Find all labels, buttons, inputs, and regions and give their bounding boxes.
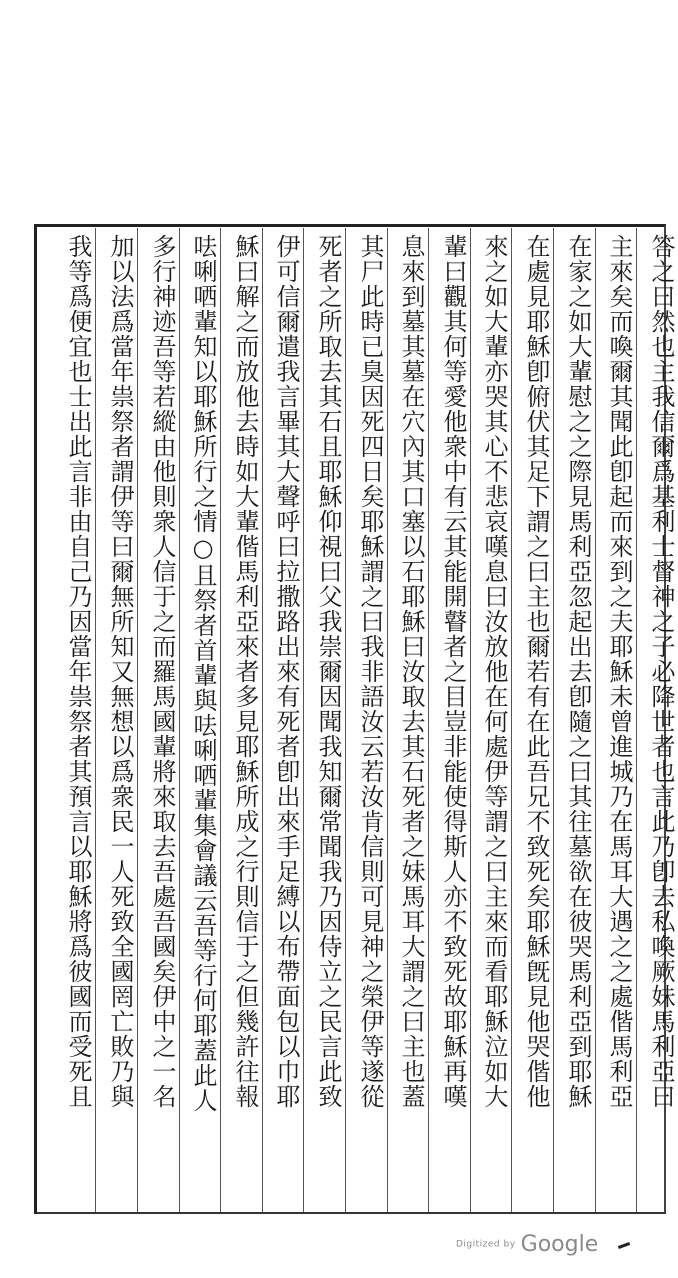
- column-rule: [511, 228, 512, 1212]
- text-column-4: 在處見耶穌卽俯伏其足下謂之曰主也爾若有在此吾兄不致死矣耶穌旣見他哭偕他: [522, 234, 550, 1109]
- text-column-1: 答之曰然也主我信爾爲基利士督神之子必降世者也言此乃卽去私喚厥妹馬利亞曰: [647, 234, 675, 1109]
- text-column-11: 穌曰解之而放他去時如大輩偕馬利亞來者多見耶穌所成之行則信于之但幾許往報: [231, 234, 259, 1109]
- column-rule: [262, 228, 263, 1212]
- stray-mark: [618, 1242, 630, 1249]
- column-rule: [595, 228, 596, 1212]
- text-column-9: 死者之所取去其石且耶穌仰視曰父我崇爾因聞我知爾常聞我乃因侍立之民言此致: [314, 234, 342, 1109]
- column-rule: [179, 228, 180, 1212]
- text-column-6: 輩曰觀其何等愛他衆中有云其能開瞽者之目豈非能使得斯人亦不致死故耶穌再嘆: [439, 234, 467, 1109]
- column-rule: [636, 228, 637, 1212]
- text-column-8: 其尸此時已臭因死四日矣耶穌謂之曰我非語汝云若汝肯信則可見神之榮伊等遂從: [356, 234, 384, 1109]
- text-column-5: 來之如大輩亦哭其心不悲哀嘆息曰汝放他在何處伊等謂之曰主來而看耶穌泣如大: [480, 234, 508, 1109]
- column-rule: [553, 228, 554, 1212]
- digitized-by-google-watermark: Digitized by Google: [456, 1232, 599, 1257]
- column-rule: [387, 228, 388, 1212]
- text-column-15: 我等爲便宜也士出此言非由自己乃因當年祟祭者其預言以耶穌將爲彼國而受死且: [64, 234, 92, 1109]
- column-rule: [95, 228, 96, 1212]
- text-column-2: 主來矣而喚爾其聞此卽起而來到之夫耶穌未曾進城乃在馬耳大遇之之處偕馬利亞: [605, 234, 633, 1109]
- column-rule: [428, 228, 429, 1212]
- text-column-14: 加以法爲當年祟祭者謂伊等曰爾無所知又無想以爲衆民一人死致全國罔亡敗乃與: [106, 234, 134, 1109]
- column-rule: [303, 228, 304, 1212]
- frame-left-border: [34, 224, 37, 1214]
- column-rule: [137, 228, 138, 1212]
- text-column-10: 伊可信爾遣我言畢其大聲呼曰拉撒路出來有死者卽出來手足縛以布帶面包以巾耶: [272, 234, 300, 1109]
- column-rule: [345, 228, 346, 1212]
- text-column-3: 在家之如大輩慰之之際見馬利亞忽起出去卽隨之曰其往墓欲在彼哭馬利亞到耶穌: [564, 234, 592, 1109]
- column-rule: [220, 228, 221, 1212]
- text-column-12: 呿唎哂輩知以耶穌所行之情○且祭者首輩與呿唎哂輩集會議云吾等行何耶蓋此人: [189, 234, 217, 1113]
- text-column-13: 多行神迹吾等若縱由他則衆人信于之而羅馬國輩將來取去吾處吾國矣伊中之一名: [148, 234, 176, 1109]
- text-column-7: 息來到墓其墓在穴內其口塞以石耶穌曰汝取去其石死者之妹馬耳大謂之曰主也蓋: [397, 234, 425, 1109]
- column-rule: [470, 228, 471, 1212]
